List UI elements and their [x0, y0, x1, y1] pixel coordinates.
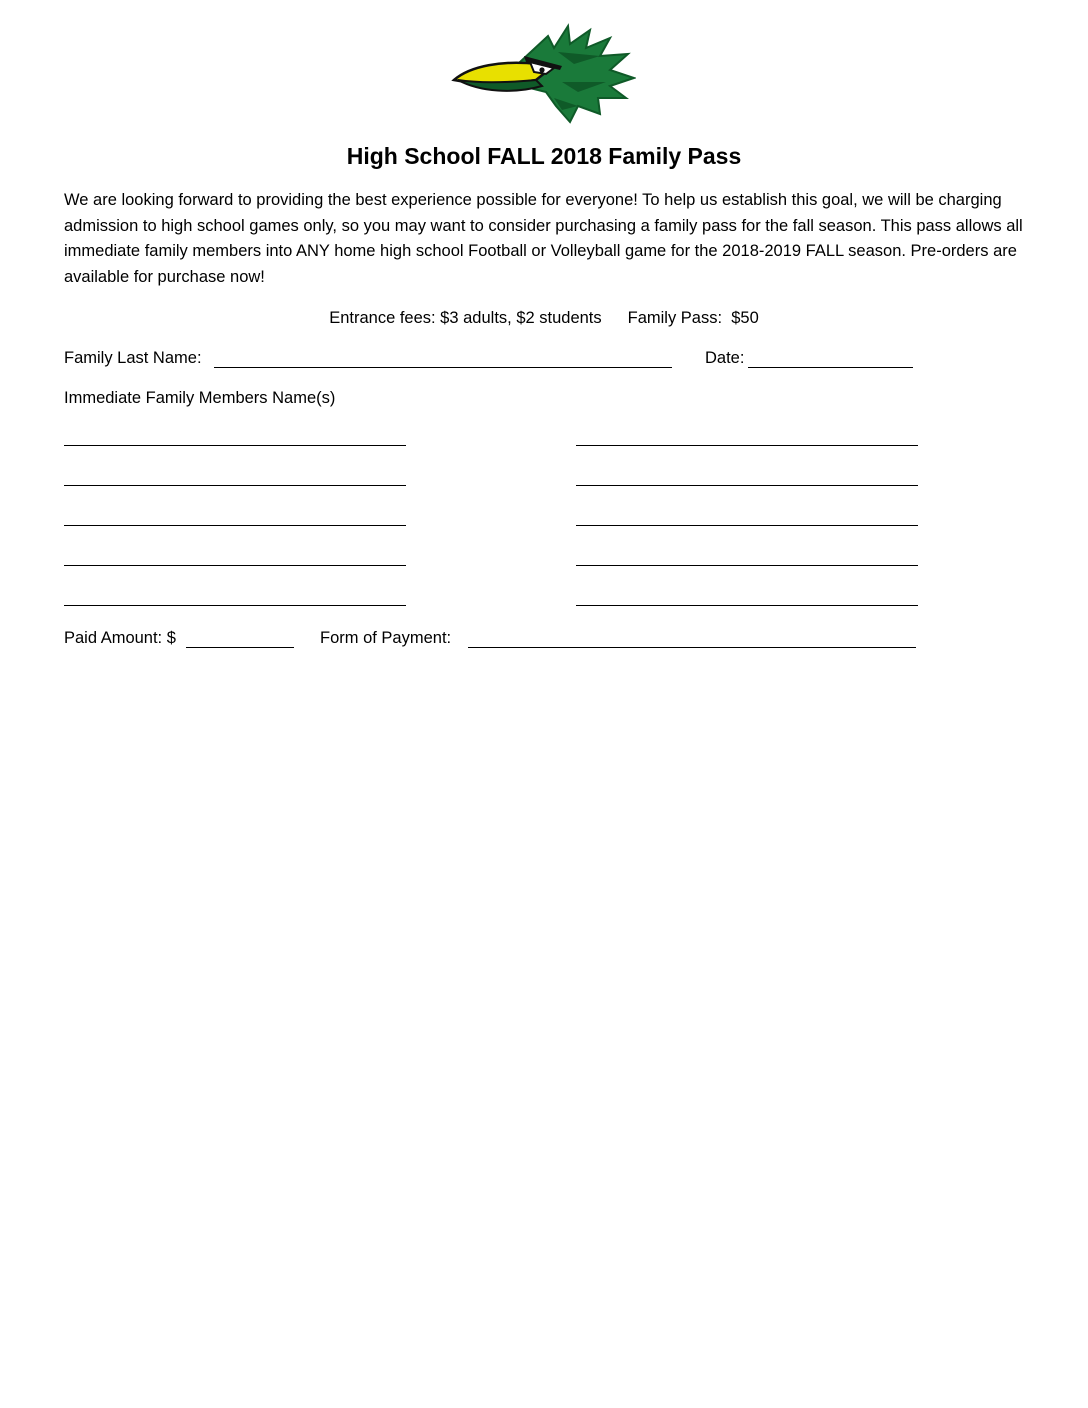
paid-amount-field[interactable]	[186, 647, 294, 648]
member-name-field[interactable]	[576, 525, 918, 526]
intro-paragraph: We are looking forward to providing the best experience possible for everyone! To help us establish this goal, we will be charging admission to high school games only, so you may want to consider purchasing a family pass for the fall season. This pass allows all immediate family members into ANY home high school Football or Volleyball game for the 2018-2019 FALL season. Pre-orders are available for purchase now!	[64, 191, 1023, 286]
member-name-field[interactable]	[64, 485, 406, 486]
fees-line	[0, 306, 1088, 331]
member-name-field[interactable]	[576, 605, 918, 606]
roadrunner-logo	[450, 22, 636, 126]
entrance-fees-text: Entrance fees: $3 adults, $2 students	[329, 309, 602, 327]
form-of-payment-label: Form of Payment:	[320, 629, 452, 647]
family-pass-price-text: Family Pass: $50	[627, 309, 759, 327]
page-title: High School FALL 2018 Family Pass	[346, 143, 742, 169]
member-name-field[interactable]	[64, 605, 406, 606]
member-name-field[interactable]	[576, 565, 918, 566]
member-name-field[interactable]	[576, 485, 918, 486]
family-last-name-field[interactable]	[214, 367, 672, 368]
member-name-field[interactable]	[576, 445, 918, 446]
family-last-name-label: Family Last Name:	[64, 349, 202, 367]
paid-amount-label: Paid Amount: $	[64, 629, 176, 647]
member-name-field[interactable]	[64, 565, 406, 566]
member-name-field[interactable]	[64, 445, 406, 446]
family-members-label: Immediate Family Members Name(s)	[64, 389, 336, 407]
date-field[interactable]	[748, 367, 913, 368]
member-name-field[interactable]	[64, 525, 406, 526]
form-of-payment-field[interactable]	[468, 647, 916, 648]
date-label: Date:	[705, 349, 745, 367]
